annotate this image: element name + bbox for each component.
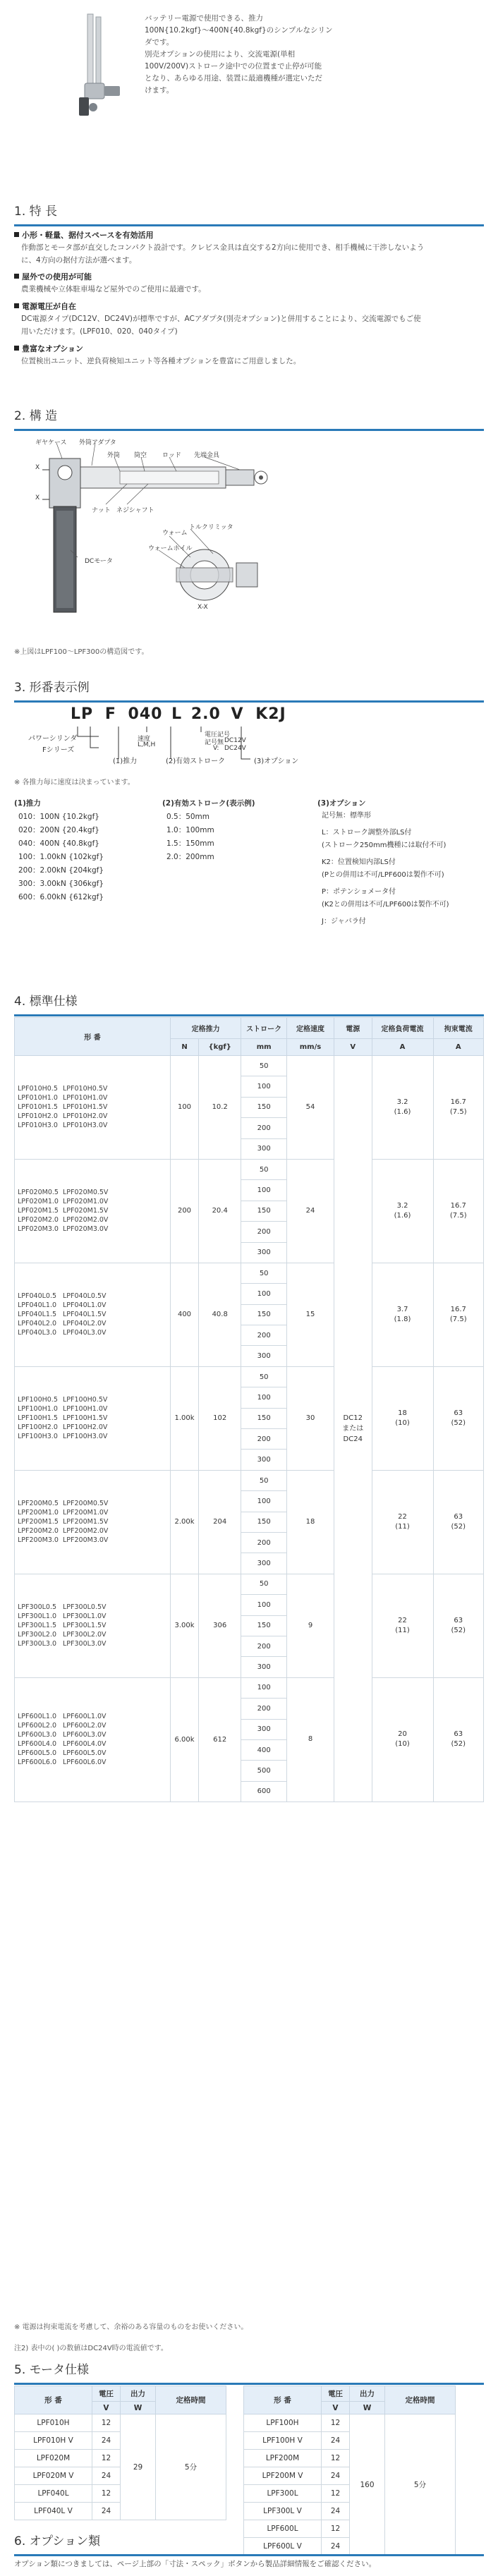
motor-model-cell: LPF040L V (15, 2503, 92, 2520)
label-gear-case: ギヤケース (35, 439, 67, 446)
feature-heading: 小形・軽量、据付スペースを有効活用 (14, 229, 153, 241)
lock-current-cell: 63 (52) (433, 1574, 483, 1677)
stroke-cell: 200 (241, 1118, 287, 1138)
model-code-item: LPF600L6.0V (63, 1758, 107, 1767)
stroke-cell: 300 (241, 1346, 287, 1366)
intro-line: バッテリー電源で使用できる、推力 (145, 14, 263, 23)
intro-line: となり、あらゆる用途、装置に最適機種が選定いただ (145, 74, 322, 83)
model-code-item: LPF020M1.0 (18, 1198, 59, 1206)
thrust-n-cell: 3.00k (170, 1574, 198, 1677)
model-code-item: LPF040L2.0 (18, 1320, 57, 1328)
thrust-kgf-cell: 102 (199, 1366, 241, 1470)
intro-line: けます。 (145, 86, 174, 95)
spec-models-cell (15, 1159, 171, 1263)
spec-models-cell (15, 1574, 171, 1677)
thrust-kgf-cell: 306 (199, 1574, 241, 1677)
spec-row (15, 1366, 484, 1387)
th-unit-v: V (334, 1039, 372, 1056)
model-code-item: LPF010H2.0 (18, 1112, 58, 1121)
stroke-cell: 150 (241, 1304, 287, 1325)
model-code-item: LPF600L3.0 (18, 1731, 57, 1739)
th-motor-output: 出力 (350, 2386, 385, 2402)
model-code-item: LPF200M2.0V (63, 1527, 109, 1536)
label-stroke: (2)有効ストローク (166, 758, 226, 765)
motor-voltage-cell: 24 (322, 2503, 350, 2520)
label-tip-fitting: 先端金具 (194, 452, 220, 459)
motor-voltage-cell: 24 (92, 2503, 121, 2520)
feature-heading: 屋外での使用が可能 (14, 271, 92, 282)
model-code-item: LPF020M2.0 (18, 1216, 59, 1225)
motor-voltage-cell: 24 (322, 2432, 350, 2450)
label-thrust: (1)推力 (113, 758, 138, 765)
thrust-n-cell: 100 (170, 1056, 198, 1160)
motor-model-cell: LPF300L V (244, 2503, 322, 2520)
model-code-item: LPF010H1.5 (18, 1103, 58, 1112)
stroke-cell: 50 (241, 1574, 287, 1594)
stroke-cell: 150 (241, 1408, 287, 1428)
spec-note-2: 注2) 表中の( )の数値はDC24V時の電流値です。 (14, 2345, 168, 2352)
model-code-item: LPF300L1.5V (63, 1622, 107, 1630)
thrust-list: (1)推力 010：100N {10.2kgf} 020：200N {20.4kgf} 040：400N {40.8kgf} 100：1.00kN {102kgf} 200：2.00kN {204kgf} 300：3.00kN {306kgf} 600：6.00kN {612kgf} (14, 799, 104, 901)
th-power: 電源 (334, 1018, 372, 1039)
thrust-n-cell: 1.00k (170, 1366, 198, 1470)
stroke-cell: 150 (241, 1615, 287, 1636)
model-code-item: LPF600L2.0 (18, 1722, 57, 1730)
label-x-section: X-X (198, 604, 208, 611)
intro-line: 100V/200V)ストローク途中での位置まで止停が可能 (145, 62, 322, 71)
code-option: K2J (255, 705, 286, 723)
product-photo (51, 10, 135, 123)
thrust-kgf-cell: 612 (199, 1677, 241, 1802)
motor-rating-cell: 5分 (156, 2414, 226, 2520)
th-speed: 定格速度 (287, 1018, 334, 1039)
motor-model-cell: LPF100H V (244, 2432, 322, 2450)
stroke-cell: 50 (241, 1159, 287, 1179)
stroke-cell: 200 (241, 1325, 287, 1346)
model-code-item: LPF300L2.0V (63, 1631, 107, 1639)
stroke-cell: 300 (241, 1242, 287, 1263)
model-code-item: LPF200M0.5V (63, 1500, 109, 1508)
intro-text (145, 13, 356, 97)
motor-voltage-cell: 12 (322, 2485, 350, 2503)
label-outer-adapter: 外筒アダプタ (79, 439, 116, 446)
stroke-cell: 300 (241, 1138, 287, 1159)
spec-table (14, 1017, 484, 1802)
speed-cell: 9 (287, 1574, 334, 1677)
thrust-kgf-cell: 40.8 (199, 1263, 241, 1366)
stroke-cell: 200 (241, 1429, 287, 1450)
th-unit-n: N (170, 1039, 198, 1056)
stroke-cell: 400 (241, 1739, 287, 1760)
model-code-item: LPF100H1.0 (18, 1405, 58, 1414)
feature-heading: 電源電圧が自在 (14, 300, 76, 312)
model-code-item: LPF600L1.0 (18, 1713, 57, 1721)
model-code-item: LPF200M3.0 (18, 1536, 59, 1545)
model-code-item: LPF300L3.0 (18, 1640, 57, 1648)
motor-model-cell: LPF020M V (15, 2467, 92, 2485)
model-code-item: LPF300L0.5V (63, 1603, 107, 1612)
thrust-kgf-cell: 20.4 (199, 1159, 241, 1263)
model-code-item: LPF040L1.0 (18, 1301, 57, 1310)
model-code-item: LPF300L1.0 (18, 1612, 57, 1621)
motor-title: 5. モータ仕様 (14, 2359, 484, 2385)
label-torque-limiter: トルクリミッタ (189, 524, 233, 531)
model-code-item: LPF200M1.5 (18, 1518, 59, 1526)
stroke-cell: 300 (241, 1657, 287, 1677)
label-speed-values: L,M,H (138, 741, 156, 748)
model-code-item: LPF010H1.5V (63, 1103, 108, 1112)
stroke-cell: 150 (241, 1512, 287, 1532)
thrust-n-cell: 400 (170, 1263, 198, 1366)
motor-voltage-cell: 24 (92, 2467, 121, 2485)
rated-current-cell: 3.2 (1.6) (372, 1159, 433, 1263)
label-screw-shaft: ネジシャフト (116, 507, 154, 514)
lock-current-cell: 16.7 (7.5) (433, 1159, 483, 1263)
model-code-item: LPF200M3.0V (63, 1536, 109, 1545)
model-code-note: ※ 各推力毎に速度は決まっています。 (14, 779, 135, 786)
model-code-item: LPF010H0.5V (63, 1085, 108, 1093)
motor-model-cell: LPF010H V (15, 2432, 92, 2450)
spec-note-1: ※ 電源は拘束電流を考慮して、余裕のある容量のものをお使いください。 (14, 2323, 248, 2331)
th-motor-model: 形 番 (244, 2386, 322, 2414)
stroke-cell: 200 (241, 1222, 287, 1242)
motor-model-cell: LPF300L (244, 2485, 322, 2503)
model-code-item: LPF300L1.5 (18, 1622, 57, 1630)
feature-text: 位置検出ユニット、逆負荷検知ユニット等各種オプションを豊富にご用意しました。 (21, 357, 301, 365)
stroke-cell: 300 (241, 1450, 287, 1470)
thrust-n-cell: 2.00k (170, 1470, 198, 1574)
speed-cell: 24 (287, 1159, 334, 1263)
th-unit-a1: A (372, 1039, 433, 1056)
rated-current-cell: 18 (10) (372, 1366, 433, 1470)
intro-line: ダです。 (145, 38, 174, 47)
model-code-item: LPF040L0.5 (18, 1292, 57, 1301)
options-text: オプション類につきましては、ページ上部の「寸法・スペック」ボタンから製品詳細情報をご確認ください。 (14, 2560, 377, 2568)
code-lp: LP (71, 705, 94, 723)
stroke-cell: 50 (241, 1263, 287, 1283)
label-hollow: 筒空 (134, 452, 147, 459)
stroke-list: (2)有効ストローク(表示例) 0.5：50mm 1.0：100mm 1.5：150mm 2.0：200mm (162, 799, 255, 861)
model-code-item: LPF100H3.0 (18, 1433, 58, 1441)
motor-model-cell: LPF600L V (244, 2538, 322, 2556)
options-title: 6. オプション類 (14, 2531, 484, 2556)
label-x-top: X (35, 464, 40, 471)
th-unit-kgf: {kgf} (199, 1039, 241, 1056)
spec-models-cell (15, 1056, 171, 1160)
motor-model-cell: LPF020M (15, 2450, 92, 2467)
model-code-item: LPF300L1.0V (63, 1612, 107, 1621)
thrust-n-cell: 200 (170, 1159, 198, 1263)
model-code-item: LPF010H0.5 (18, 1085, 58, 1093)
model-code-item: LPF020M3.0 (18, 1225, 59, 1234)
label-worm-wheel: ウォームホイル (148, 545, 193, 552)
motor-voltage-cell: 24 (322, 2538, 350, 2556)
label-power-cylinder: パワーシリンダ (28, 735, 78, 743)
th-motor-voltage: 電圧 (92, 2386, 121, 2402)
model-code-item: LPF600L1.0V (63, 1713, 107, 1721)
code-stroke: 2.0 (190, 705, 221, 723)
model-code-item: LPF100H1.5 (18, 1414, 58, 1423)
label-voltage-none: 記号無 (205, 739, 224, 746)
th-stroke: ストローク (241, 1018, 287, 1039)
th-motor-output: 出力 (121, 2386, 156, 2402)
spec-row (15, 1574, 484, 1594)
option-list: (3)オプション 記号無：標準形 L：ストローク調整外部LS付 (ストローク250mm機種には取付不可) K2：位置検知内部LS付 (Pとの併用は不可/LPF600は製作不可) P：ポテンショメータ付 (K2との併用は不可/LPF600は製作不可) J：ジャバラ付 (317, 799, 449, 925)
lock-current-cell: 63 (52) (433, 1677, 483, 1802)
lock-current-cell: 16.7 (7.5) (433, 1263, 483, 1366)
model-code-item: LPF010H1.0V (63, 1094, 108, 1102)
stroke-cell: 50 (241, 1470, 287, 1490)
model-code-item: LPF300L0.5 (18, 1603, 57, 1612)
model-code-item: LPF100H3.0V (63, 1433, 108, 1441)
speed-cell: 54 (287, 1056, 334, 1160)
model-code-item: LPF100H1.0V (63, 1405, 108, 1414)
th-motor-w: W (121, 2402, 156, 2414)
th-unit-mms: mm/s (287, 1039, 334, 1056)
motor-voltage-cell: 12 (92, 2450, 121, 2467)
motor-rating-cell: 5分 (385, 2414, 456, 2556)
model-code-item: LPF040L3.0 (18, 1329, 57, 1337)
th-unit-a2: A (433, 1039, 483, 1056)
model-code-item: LPF100H2.0V (63, 1423, 108, 1432)
spec-row (15, 1056, 484, 1076)
label-dc24: DC24V (224, 745, 246, 752)
spec-models-cell (15, 1470, 171, 1574)
stroke-cell: 100 (241, 1180, 287, 1201)
model-code-item: LPF010H1.0 (18, 1094, 58, 1102)
th-rated-current: 定格負荷電流 (372, 1018, 433, 1039)
th-thrust: 定格推力 (170, 1018, 241, 1039)
stroke-cell: 200 (241, 1636, 287, 1656)
feature-text: DC電源タイプ(DC12V、DC24V)が標準ですが、ACアダプタ(別売オプション)と併用することにより、交流電源でもご使 用いただけます。(LPF010、020、040タイプ) (21, 315, 421, 336)
rated-current-cell: 20 (10) (372, 1677, 433, 1802)
model-code-item: LPF020M1.5V (63, 1207, 109, 1215)
motor-row (15, 2414, 226, 2432)
label-f-series: Fシリーズ (42, 746, 75, 754)
stroke-cell: 500 (241, 1761, 287, 1781)
rated-current-cell: 22 (11) (372, 1574, 433, 1677)
spec-row (15, 1263, 484, 1283)
code-thrust: 040 (128, 705, 163, 723)
motor-voltage-cell: 24 (322, 2467, 350, 2485)
label-voltage-v: V: (213, 745, 219, 752)
code-series: F (104, 705, 116, 723)
power-cell: DC12 または DC24 (334, 1056, 372, 1802)
stroke-cell: 100 (241, 1076, 287, 1097)
motor-model-cell: LPF600L (244, 2520, 322, 2538)
spec-row (15, 1159, 484, 1179)
model-code-item: LPF200M1.0V (63, 1509, 109, 1517)
label-voltage: 電圧記号 (205, 731, 231, 739)
intro-line: 100N{10.2kgf}〜400N{40.8kgf}のシンプルなシリン (145, 26, 333, 35)
structure-diagram (28, 437, 296, 638)
model-code-item: LPF200M2.0 (18, 1527, 59, 1536)
model-code-title: 3. 形番表示例 (14, 677, 484, 703)
model-code-item: LPF600L2.0V (63, 1722, 107, 1730)
model-code-item: LPF200M0.5 (18, 1500, 59, 1508)
model-code-item: LPF100H2.0 (18, 1423, 58, 1432)
model-code-item: LPF600L5.0 (18, 1749, 57, 1758)
motor-model-cell: LPF200M (244, 2450, 322, 2467)
model-code-item: LPF300L3.0V (63, 1640, 107, 1648)
motor-table-left (14, 2386, 226, 2520)
spec-models-cell (15, 1263, 171, 1366)
model-code-item: LPF300L2.0 (18, 1631, 57, 1639)
rated-current-cell: 22 (11) (372, 1470, 433, 1574)
feature-text: 作動部とモータ部が直交したコンパクト設計です。クレビス金具は直交する2方向に使用でき、相手機械に干渉しないよう に、4方向の据付方法が選べます。 (21, 243, 425, 265)
thrust-kgf-cell: 10.2 (199, 1056, 241, 1160)
rated-current-cell: 3.7 (1.8) (372, 1263, 433, 1366)
spec-models-cell (15, 1366, 171, 1470)
intro-line: 別売オプションの使用により、交流電源(単相 (145, 50, 296, 59)
stroke-cell: 50 (241, 1056, 287, 1076)
speed-cell: 15 (287, 1263, 334, 1366)
motor-model-cell: LPF040L (15, 2485, 92, 2503)
motor-row (244, 2414, 456, 2432)
motor-voltage-cell: 12 (322, 2450, 350, 2467)
motor-voltage-cell: 24 (92, 2432, 121, 2450)
feature-heading: 豊富なオプション (14, 343, 83, 354)
th-motor-voltage: 電圧 (322, 2386, 350, 2402)
thrust-n-cell: 6.00k (170, 1677, 198, 1802)
code-voltage: V (231, 705, 244, 723)
motor-output-cell: 160 (350, 2414, 385, 2556)
motor-model-cell: LPF010H (15, 2414, 92, 2432)
stroke-cell: 600 (241, 1781, 287, 1802)
model-code-item: LPF040L3.0V (63, 1329, 107, 1337)
model-code-item: LPF020M2.0V (63, 1216, 109, 1225)
speed-cell: 18 (287, 1470, 334, 1574)
th-motor-v: V (322, 2402, 350, 2414)
label-dc-motor: DCモータ (85, 558, 113, 565)
spec-title: 4. 標準仕様 (14, 991, 484, 1016)
stroke-cell: 100 (241, 1284, 287, 1304)
structure-title: 2. 構 造 (14, 406, 484, 431)
model-code-item: LPF600L4.0V (63, 1740, 107, 1749)
speed-cell: 8 (287, 1677, 334, 1802)
motor-model-cell: LPF100H (244, 2414, 322, 2432)
code-speed: L (171, 705, 183, 723)
stroke-cell: 100 (241, 1677, 287, 1698)
lock-current-cell: 63 (52) (433, 1366, 483, 1470)
label-rod: ロッド (162, 452, 181, 459)
model-code-item: LPF600L3.0V (63, 1731, 107, 1739)
model-code-item: LPF040L1.0V (63, 1301, 107, 1310)
features-title: 1. 特 長 (14, 201, 484, 226)
label-dc12: DC12V (224, 737, 246, 744)
label-speed: 速度 (138, 736, 151, 743)
stroke-cell: 100 (241, 1491, 287, 1512)
label-x-bottom: X (35, 494, 40, 502)
stroke-cell: 300 (241, 1719, 287, 1739)
stroke-cell: 150 (241, 1201, 287, 1221)
model-code (71, 705, 286, 723)
motor-voltage-cell: 12 (92, 2485, 121, 2503)
th-motor-w: W (350, 2402, 385, 2414)
model-code-item: LPF010H2.0V (63, 1112, 108, 1121)
model-code-item: LPF020M0.5V (63, 1189, 109, 1197)
th-unit-mm: mm (241, 1039, 287, 1056)
model-code-item: LPF040L1.5 (18, 1311, 57, 1319)
stroke-cell: 100 (241, 1595, 287, 1615)
stroke-cell: 300 (241, 1553, 287, 1574)
model-code-item: LPF040L2.0V (63, 1320, 107, 1328)
motor-output-cell: 29 (121, 2414, 156, 2520)
model-code-item: LPF600L4.0 (18, 1740, 57, 1749)
motor-voltage-cell: 12 (322, 2414, 350, 2432)
model-code-item: LPF020M3.0V (63, 1225, 109, 1234)
model-code-item: LPF100H0.5 (18, 1396, 58, 1404)
model-code-item: LPF100H0.5V (63, 1396, 108, 1404)
structure-note: ※上図はLPF100〜LPF300の構造図です。 (14, 648, 149, 656)
label-option: (3)オプション (254, 758, 299, 765)
model-code-item: LPF600L5.0V (63, 1749, 107, 1758)
model-code-item: LPF020M1.5 (18, 1207, 59, 1215)
spec-models-cell (15, 1677, 171, 1802)
model-code-item: LPF020M0.5 (18, 1189, 59, 1197)
stroke-cell: 50 (241, 1366, 287, 1387)
model-code-item: LPF020M1.0V (63, 1198, 109, 1206)
lock-current-cell: 63 (52) (433, 1470, 483, 1574)
th-motor-model: 形 番 (15, 2386, 92, 2414)
model-code-item: LPF600L6.0 (18, 1758, 57, 1767)
model-code-item: LPF200M1.0 (18, 1509, 59, 1517)
motor-voltage-cell: 12 (92, 2414, 121, 2432)
label-outer-tube: 外筒 (107, 452, 121, 459)
motor-model-cell: LPF200M V (244, 2467, 322, 2485)
feature-text: 農業機械や立体駐車場など屋外でのご使用に最適です。 (21, 285, 206, 293)
stroke-cell: 100 (241, 1387, 287, 1408)
th-motor-v: V (92, 2402, 121, 2414)
stroke-cell: 200 (241, 1532, 287, 1553)
th-model: 形 番 (15, 1018, 171, 1056)
model-code-item: LPF200M1.5V (63, 1518, 109, 1526)
th-motor-rating: 定格時間 (385, 2386, 456, 2414)
rated-current-cell: 3.2 (1.6) (372, 1056, 433, 1160)
thrust-kgf-cell: 204 (199, 1470, 241, 1574)
model-code-item: LPF010H3.0V (63, 1122, 108, 1130)
th-motor-rating: 定格時間 (156, 2386, 226, 2414)
motor-table-right (243, 2386, 456, 2556)
th-lock-current: 拘束電流 (433, 1018, 483, 1039)
label-nut: ナット (92, 507, 111, 514)
model-code-item: LPF100H1.5V (63, 1414, 108, 1423)
spec-row (15, 1677, 484, 1698)
model-code-item: LPF040L1.5V (63, 1311, 107, 1319)
spec-row (15, 1470, 484, 1490)
model-code-item: LPF040L0.5V (63, 1292, 107, 1301)
motor-voltage-cell: 12 (322, 2520, 350, 2538)
label-worm: ウォーム (162, 530, 188, 537)
speed-cell: 30 (287, 1366, 334, 1470)
lock-current-cell: 16.7 (7.5) (433, 1056, 483, 1160)
stroke-cell: 200 (241, 1699, 287, 1719)
model-code-item: LPF010H3.0 (18, 1122, 58, 1130)
stroke-cell: 150 (241, 1097, 287, 1117)
